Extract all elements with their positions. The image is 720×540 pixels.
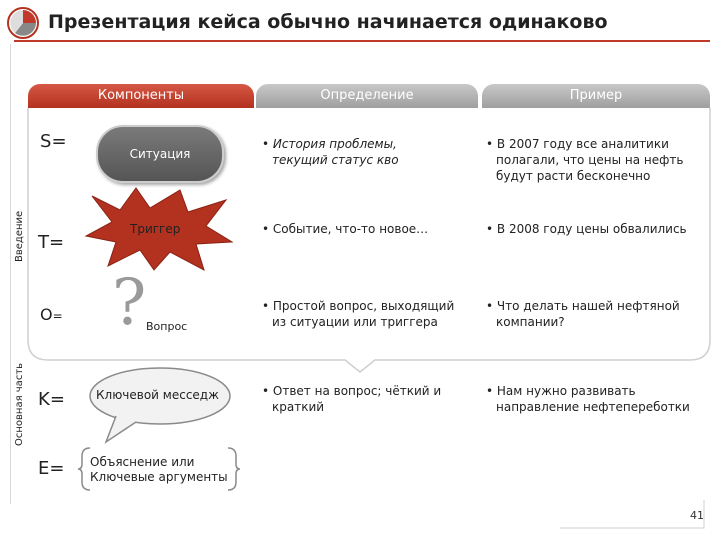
example-s-line-1: В 2007 году все аналитики xyxy=(496,137,669,151)
bullet-icon: • xyxy=(486,137,494,151)
letter-e-eq: = xyxy=(49,458,65,479)
side-label-intro: Введение xyxy=(14,210,25,262)
letter-t-char: T xyxy=(38,232,49,253)
example-o-line-2: компании? xyxy=(496,315,565,329)
letter-k-eq: = xyxy=(49,389,65,410)
situation-shape: Ситуация xyxy=(96,125,224,183)
definition-o-line-2: из ситуации или триггера xyxy=(272,315,438,329)
bullet-icon: • xyxy=(262,222,270,236)
header-components: Компоненты xyxy=(28,84,254,108)
definition-o-line-1: Простой вопрос, выходящий xyxy=(272,299,455,313)
bullet-icon: • xyxy=(262,384,270,398)
example-o-line-1: Что делать нашей нефтяной xyxy=(496,299,680,313)
header-example: Пример xyxy=(482,84,710,108)
key-message-label: Ключевой месседж xyxy=(96,388,219,402)
letter-e-char: E xyxy=(38,458,50,479)
definition-k-line-2: краткий xyxy=(272,400,325,414)
slide-title: Презентация кейса обычно начинается одинаково xyxy=(48,11,608,33)
letter-o-eq: = xyxy=(52,309,63,323)
letter-s-eq: = xyxy=(51,131,67,152)
bullet-icon: • xyxy=(486,299,494,313)
bullet-icon: • xyxy=(262,299,270,313)
page-number: 41 xyxy=(690,509,704,522)
example-s-line-3: будут расти бесконечно xyxy=(496,169,651,183)
side-label-main: Основная часть xyxy=(14,362,25,446)
bullet-icon: • xyxy=(262,137,270,151)
bullet-icon: • xyxy=(486,222,494,236)
letter-s-char: S xyxy=(40,131,52,152)
example-k-line-2: направление нефтепереботки xyxy=(496,400,690,414)
header-definition: Определение xyxy=(256,84,478,108)
example-t-line-1: В 2008 году цены обвалились xyxy=(496,222,687,236)
definition-t-line-1: Событие, что-то новое… xyxy=(272,222,429,236)
letter-k-char: K xyxy=(38,389,50,410)
definition-s-line-1: История проблемы, xyxy=(272,137,397,151)
bullet-icon: • xyxy=(486,384,494,398)
question-mark-icon: ? xyxy=(112,266,147,340)
example-s-line-2: полагали, что цены на нефть xyxy=(496,153,684,167)
letter-t-eq: = xyxy=(49,232,65,253)
definition-k-line-1: Ответ на вопрос; чёткий и xyxy=(272,384,442,398)
definition-s-line-2: текущий статус кво xyxy=(272,153,399,167)
explanation-line-2: Ключевые аргументы xyxy=(90,470,228,484)
letter-o-char: O xyxy=(40,305,53,324)
question-label: Вопрос xyxy=(146,320,188,333)
explanation-line-1: Объяснение или xyxy=(90,455,195,469)
example-k-line-1: Нам нужно развивать xyxy=(496,384,636,398)
trigger-label: Триггер xyxy=(130,222,181,236)
